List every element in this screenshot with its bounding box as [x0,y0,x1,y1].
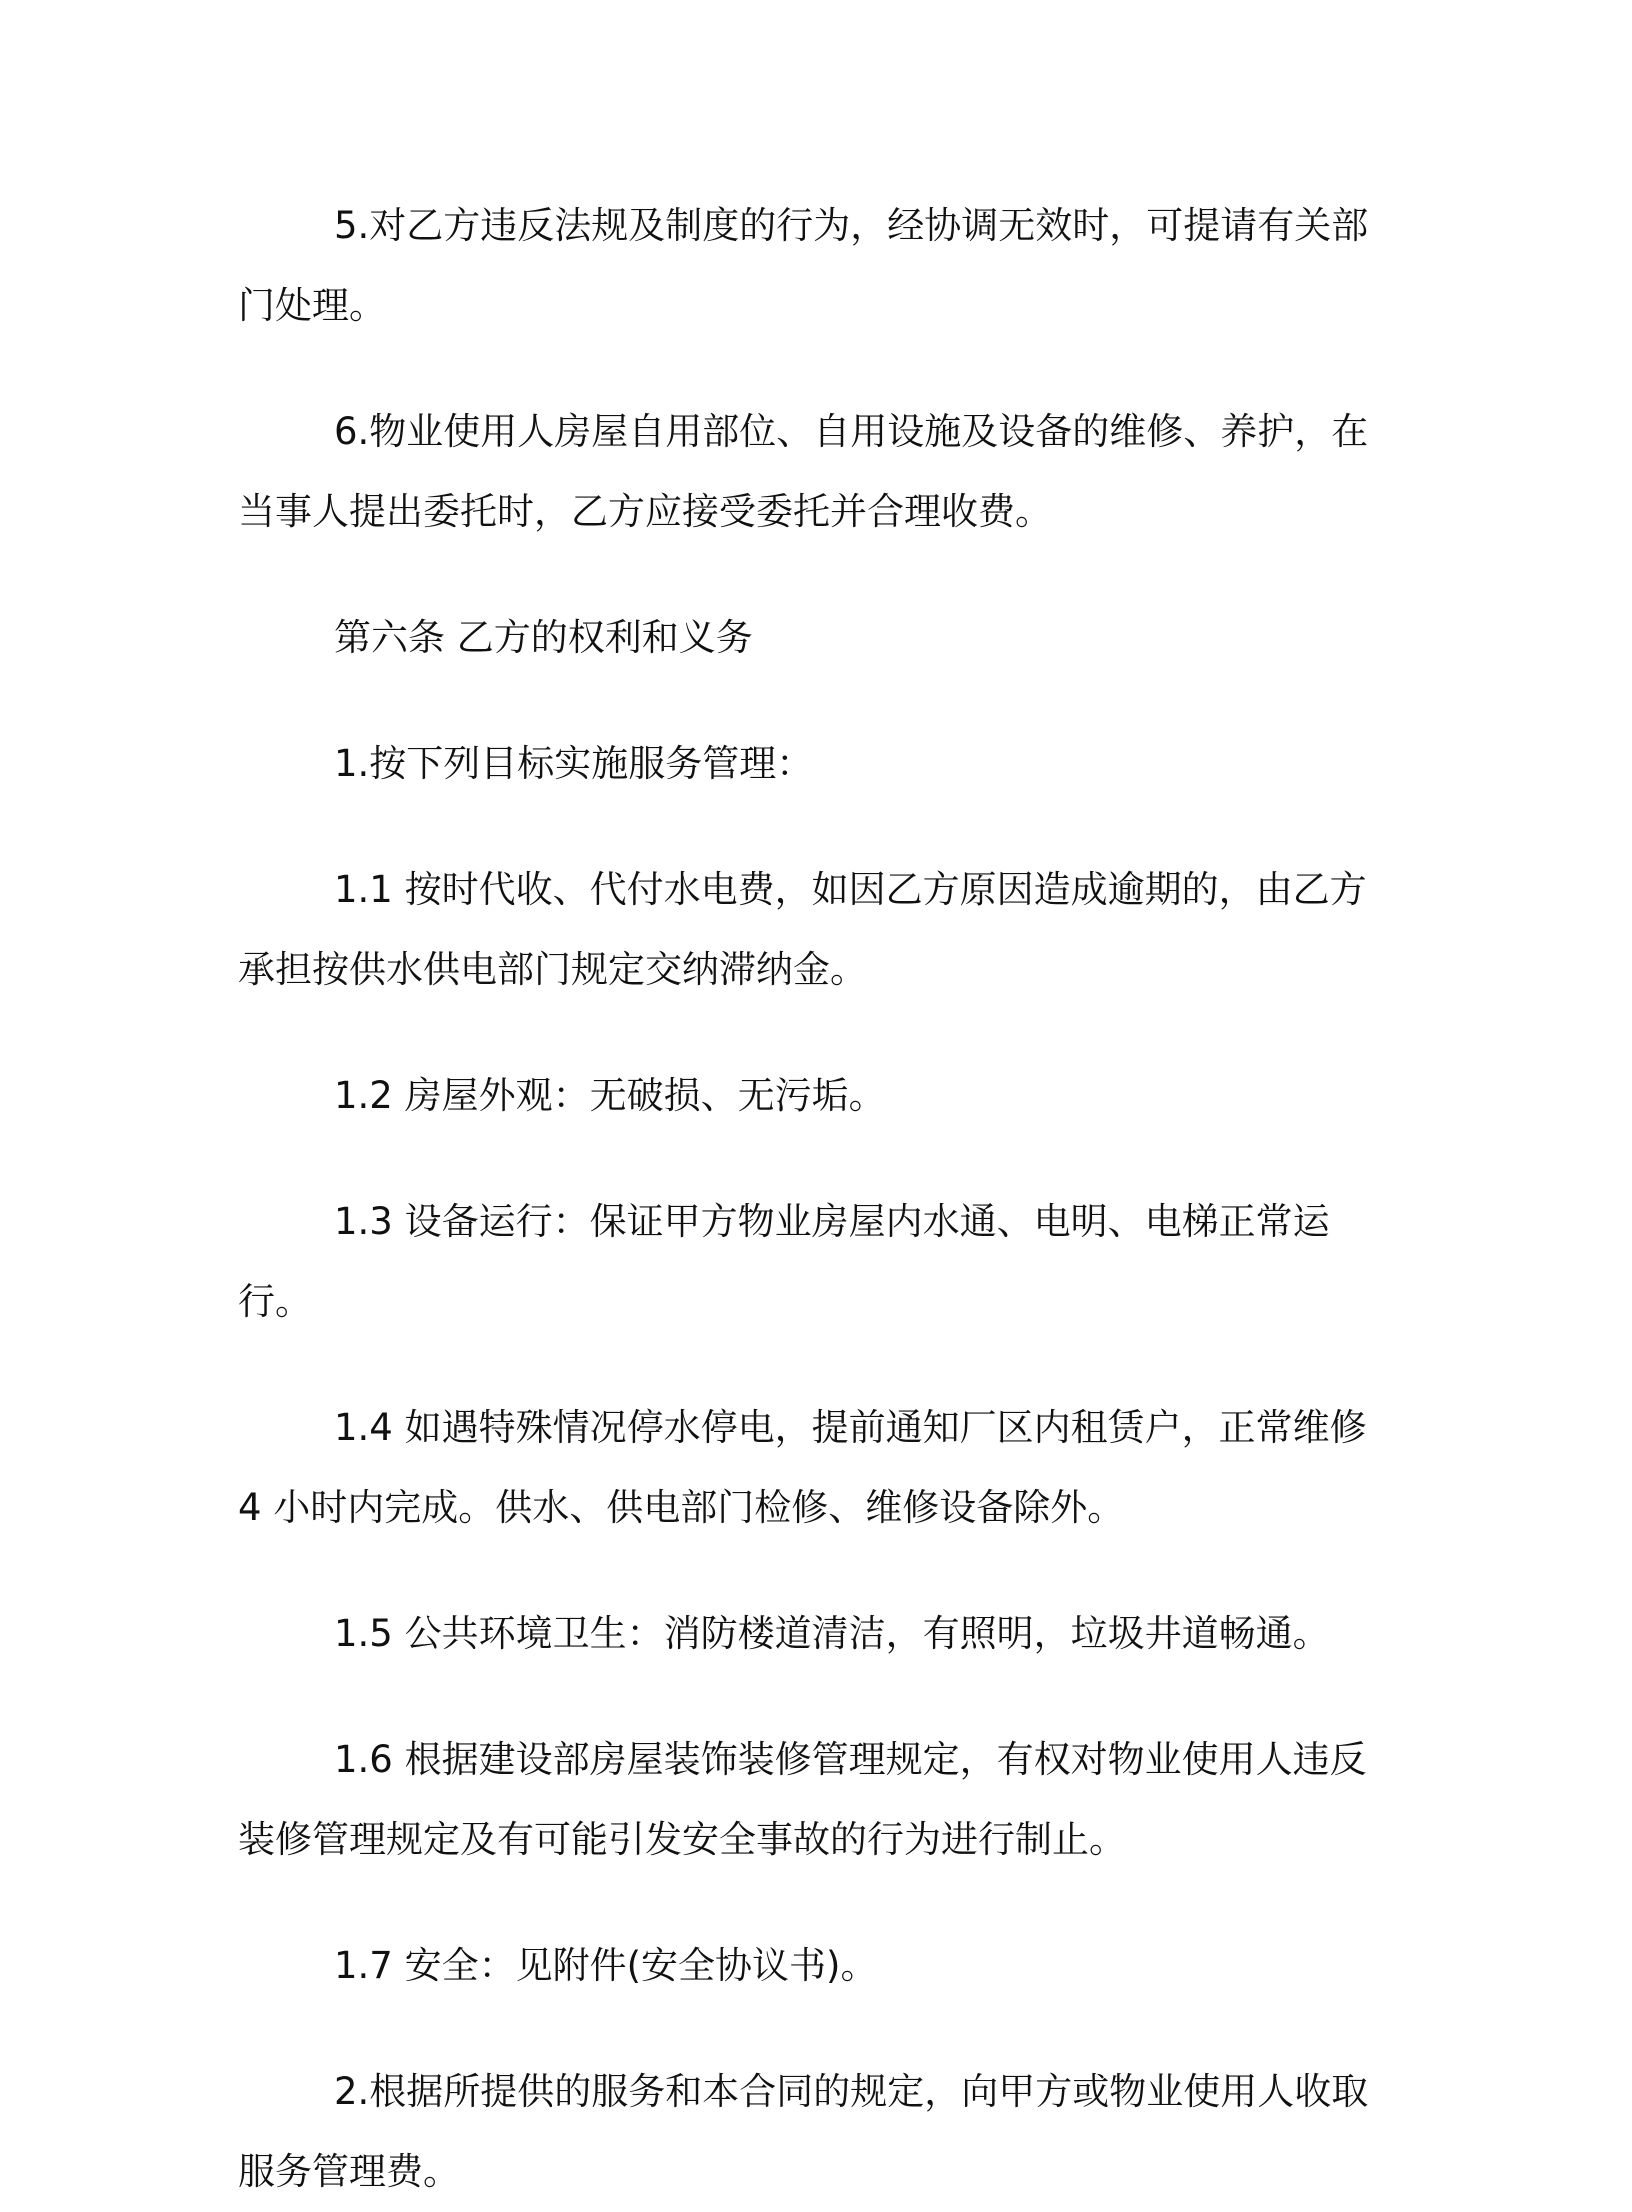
paragraph-item-1-2: 1.2 房屋外观：无破损、无污垢。 [334,1074,886,1117]
paragraph-clause-5: 5.对乙方违反法规及制度的行为，经协调无效时，可提请有关部门处理。 [238,204,1369,327]
paragraph-item-1-3: 1.3 设备运行：保证甲方物业房屋内水通、电明、电梯正常运行。 [238,1200,1330,1323]
paragraph-item-1-1: 1.1 按时代收、代付水电费，如因乙方原因造成逾期的，由乙方承担按供水供电部门规定交纳滞纳金。 [238,868,1367,991]
paragraph-item-1-5: 1.5 公共环境卫生：消防楼道清洁，有照明，垃圾井道畅通。 [334,1612,1330,1655]
paragraph-clause-6: 6.物业使用人房屋自用部位、自用设施及设备的维修、养护，在当事人提出委托时，乙方应接受委托并合理收费。 [238,410,1369,533]
paragraph-item-1-6: 1.6 根据建设部房屋装饰装修管理规定，有权对物业使用人违反装修管理规定及有可能引发安全事故的行为进行制止。 [238,1738,1367,1861]
paragraph-item-1: 1.按下列目标实施服务管理： [334,742,814,785]
section-heading-article-6: 第六条 乙方的权利和义务 [334,616,753,659]
paragraph-item-1-4: 1.4 如遇特殊情况停水停电，提前通知厂区内租赁户，正常维修4 小时内完成。供水、供电部门检修、维修设备除外。 [238,1406,1367,1529]
paragraph-item-1-7: 1.7 安全：见附件(安全协议书)。 [334,1944,878,1987]
paragraph-item-2: 2.根据所提供的服务和本合同的规定，向甲方或物业使用人收取服务管理费。 [238,2070,1369,2193]
document-body [238,186,1378,2212]
